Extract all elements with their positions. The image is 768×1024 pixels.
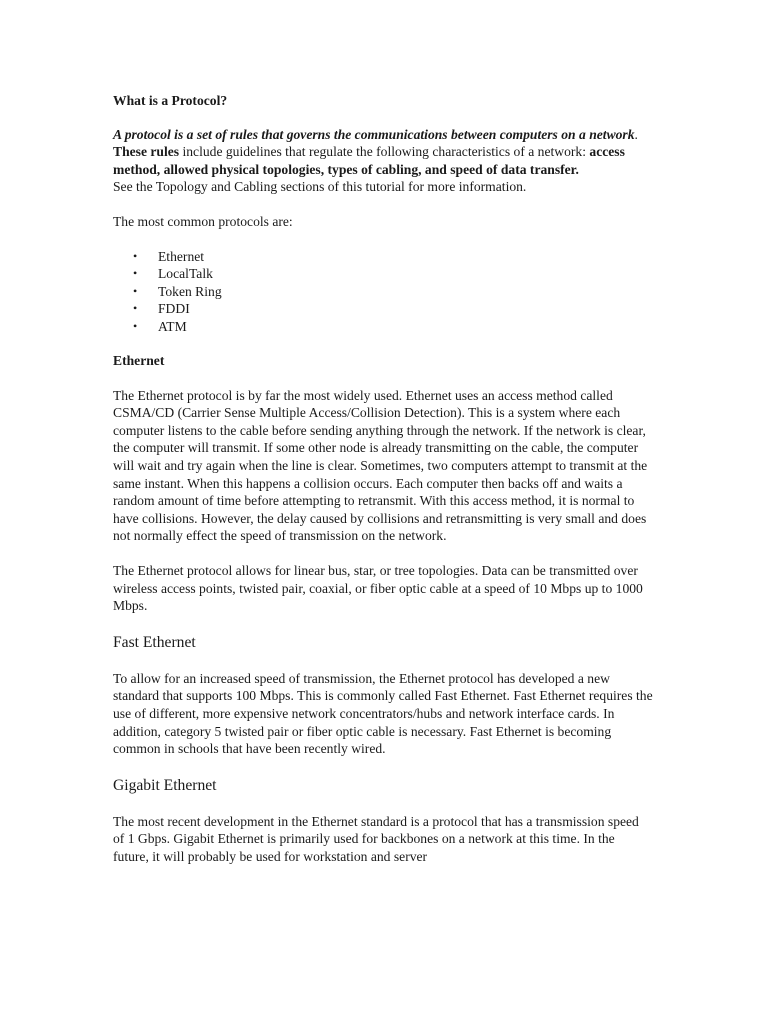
fast-ethernet-paragraph: To allow for an increased speed of transmission, the Ethernet protocol has developed a new standard that supports 100 Mbps. This is commonly called Fast Ethernet. Fast Ethernet requires the use of different, more expensive network concentrators/hubs and network interface cards. In addition, category 5 twisted pair or fiber optic cable is necessary. Fast Ethernet is becoming common in schools that have been recently wired. (113, 670, 653, 757)
protocol-list (113, 248, 653, 336)
ethernet-heading: Ethernet (113, 353, 165, 369)
common-protocols-intro: The most common protocols are: (113, 213, 293, 229)
list-item: • ATM (133, 318, 187, 334)
intro-these-rules: These rules (113, 144, 180, 160)
fast-ethernet-heading: Fast Ethernet (113, 633, 196, 651)
intro-middle: include guidelines that regulate the following characteristics of a network: (179, 144, 590, 160)
bullet-icon: • (133, 248, 138, 263)
bullet-icon: • (133, 301, 138, 316)
see-more-text: See the Topology and Cabling sections of this tutorial for more information. (113, 179, 527, 195)
ethernet-paragraph-2: The Ethernet protocol allows for linear bus, star, or tree topologies. Data can be transmitted over wireless access points, twisted pair, coaxial, or fiber optic cable at a speed of 10 Mbps up to 1000 Mbps. (113, 563, 643, 614)
bullet-icon: • (133, 266, 138, 281)
list-item: • LocalTalk (133, 266, 213, 282)
page-title: What is a Protocol? (113, 93, 228, 108)
gigabit-ethernet-paragraph: The most recent development in the Ethernet standard is a protocol that has a transmission speed of 1 Gbps. Gigabit Ethernet is primarily used for backbones on a network at this time. In the future, it will probably be used for workstation and server (113, 813, 639, 864)
bullet-icon: • (133, 318, 138, 333)
gigabit-ethernet-heading: Gigabit Ethernet (113, 776, 217, 794)
intro-lead-italic: A protocol is a set of rules that governs the communications between computers on a network (113, 126, 635, 142)
ethernet-paragraph-1: The Ethernet protocol is by far the most widely used. Ethernet uses an access method called CSMA/CD (Carrier Sense Multiple Access/Collision Detection). This is a system where each computer listens to the cable before sending anything through the network. If the network is clear, the computer will transmit. If some other node is already transmitting on the cable, the computer will wait and try again when the line is clear. Sometimes, two computers attempt to transmit at the same instant. When this happens a collision occurs. Each computer then backs off and waits a random amount of time before attempting to retransmit. With this access method, it is normal to have collisions. However, the delay caused by collisions and retransmitting is very small and does not normally effect the speed of transmission on the network. (113, 387, 648, 544)
list-item: • Ethernet (133, 248, 205, 264)
bullet-icon: • (133, 283, 138, 298)
intro-characteristics: access method, allowed physical topologies, types of cabling, and speed of data transfer. (113, 144, 625, 177)
list-item: • Token Ring (133, 283, 222, 299)
intro-paragraph (113, 126, 653, 179)
list-item: • FDDI (133, 301, 190, 317)
intro-period: . (634, 126, 638, 142)
document-page (113, 92, 653, 866)
